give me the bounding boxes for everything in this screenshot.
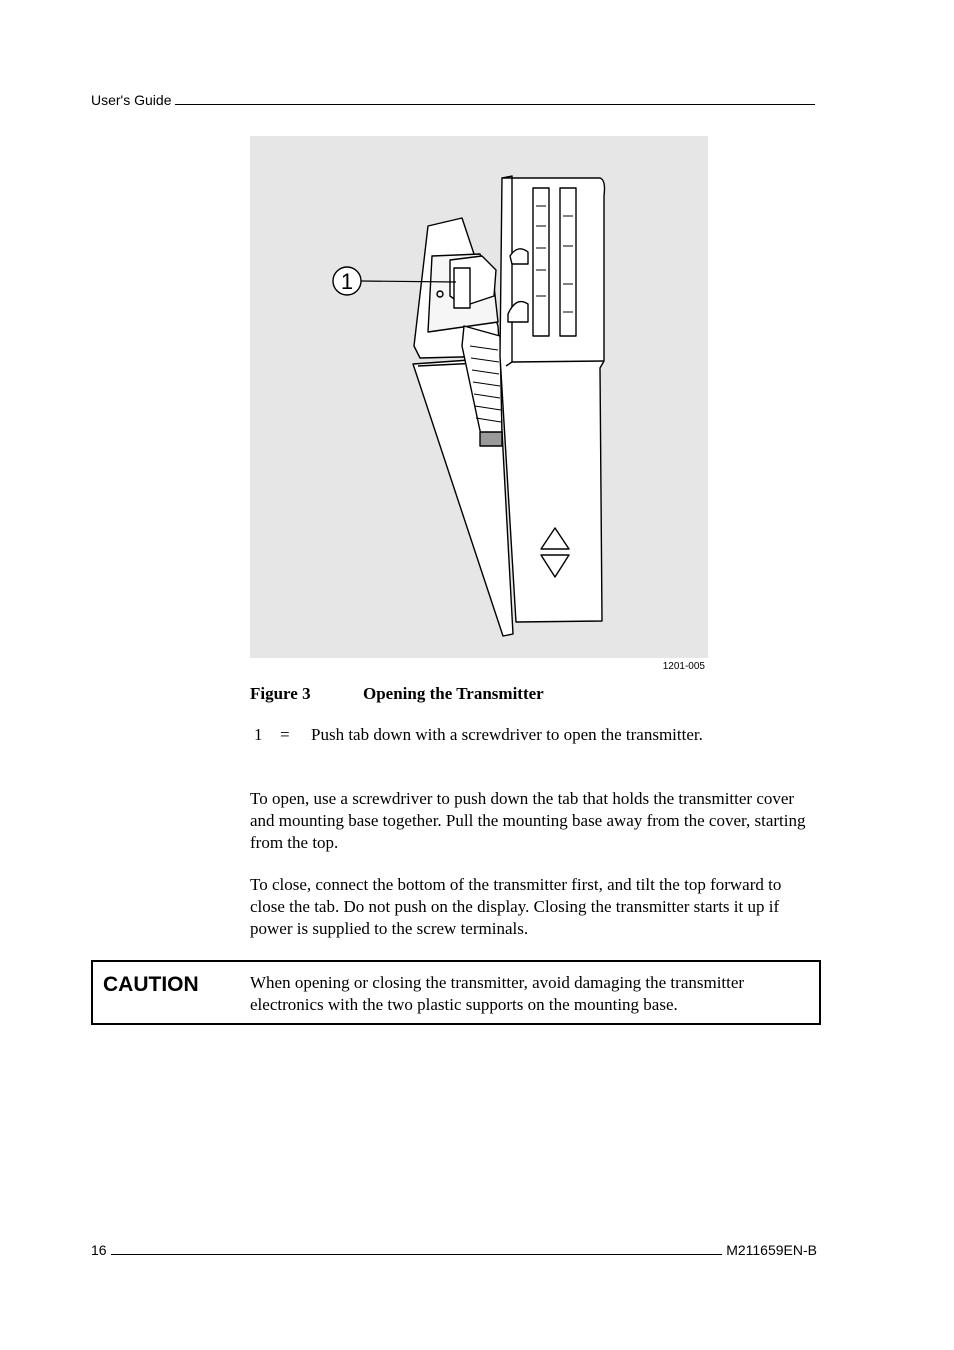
document-code: M211659EN-B <box>726 1242 817 1258</box>
page-header <box>91 90 815 108</box>
figure-title: Opening the Transmitter <box>363 684 544 703</box>
figure-number: Figure 3 <box>250 684 311 703</box>
close-instructions: To close, connect the bottom of the transmitter first, and tilt the top forward to close the tab. Do not push on the display. Closing the transmitter starts it up if power is supplied to the screw terminals. <box>250 875 782 938</box>
transmitter-figure <box>250 136 708 658</box>
page-number: 16 <box>91 1242 107 1258</box>
header-title: User's Guide <box>91 92 172 108</box>
page-footer <box>91 1240 817 1258</box>
figure-caption <box>250 684 544 704</box>
header-rule <box>175 104 815 105</box>
legend-separator: = <box>280 725 290 744</box>
callout-number: 1 <box>340 269 354 294</box>
figure-code: 1201-005 <box>662 661 705 672</box>
footer-rule <box>111 1254 723 1255</box>
caution-box <box>91 960 821 1025</box>
caution-label: CAUTION <box>103 973 199 996</box>
legend-number: 1 <box>254 725 263 744</box>
legend-item <box>254 725 703 745</box>
open-instructions: To open, use a screwdriver to push down the tab that holds the transmitter cover and mounting base together. Pull the mounting base away from the cover, starting from the top. <box>250 789 806 852</box>
transmitter-illustration <box>250 136 708 658</box>
legend-text: Push tab down with a screwdriver to open the transmitter. <box>311 725 703 744</box>
caution-text: When opening or closing the transmitter, avoid damaging the transmitter electronics with the two plastic supports on the mounting base. <box>250 973 745 1014</box>
